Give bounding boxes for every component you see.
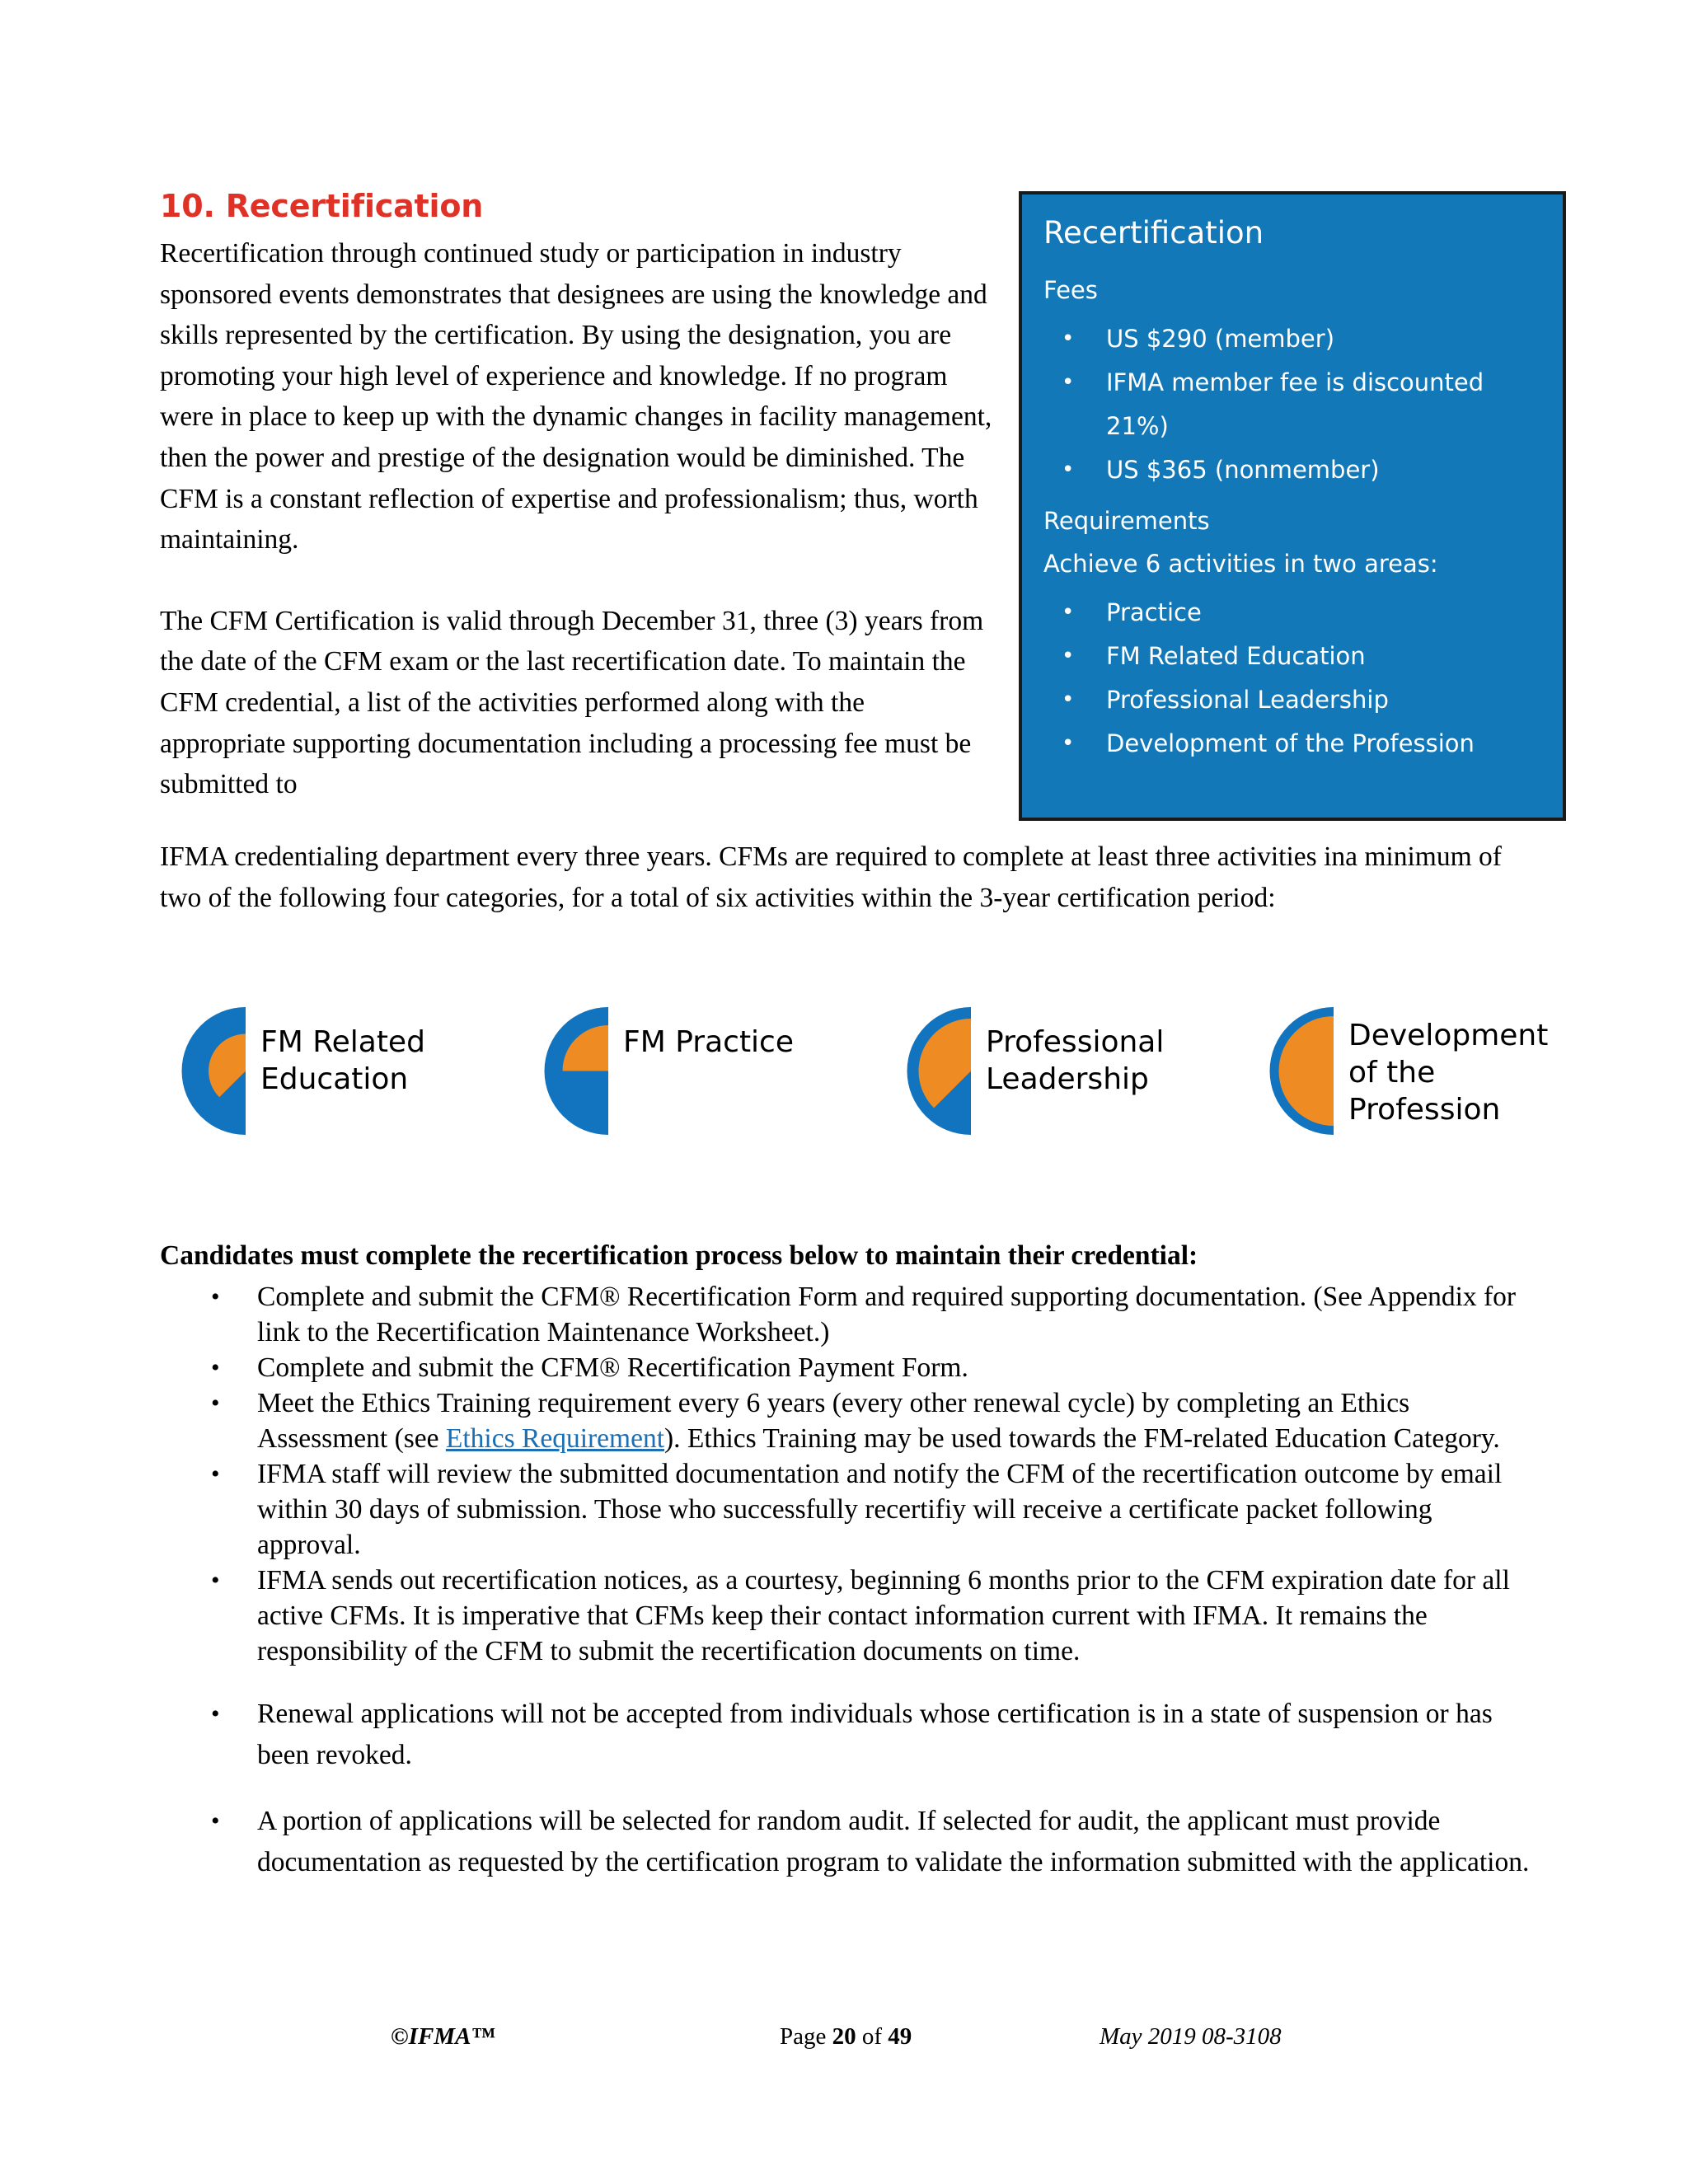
category-icon-row — [160, 1007, 1561, 1155]
callout-requirements-label: Requirements — [1043, 507, 1210, 535]
callout-requirement-text: Practice — [1106, 598, 1202, 626]
label-line: FM Related — [260, 1025, 425, 1059]
list-item — [160, 1694, 1536, 1776]
intro-paragraph-1: Recertification through continued study or participation in industry sponsored events demonstrates that designees are using the knowledge and skills represented by the certification. By using the designation, you are promoting your high level of experience and knowledge. If no program were in place to keep up with the dynamic changes in facility management, then the power and prestige of the designation would be diminished. The CFM is a constant reflection of expertise and professionalism; thus, worth maintaining. — [160, 238, 992, 555]
callout-title: Recertification — [1043, 215, 1264, 251]
bullet-glyph: • — [211, 1807, 220, 1835]
list-item — [1043, 635, 1545, 678]
intro-text-column — [160, 233, 992, 805]
bullet-glyph: • — [211, 1354, 220, 1381]
callout-requirements-lead: Achieve 6 activities in two areas: — [1043, 550, 1438, 578]
bullet-glyph: • — [211, 1460, 220, 1488]
label-line: FM Practice — [623, 1025, 794, 1059]
callout-fee-text: US $290 (member) — [1106, 325, 1335, 353]
category-icon-fm-related-education — [160, 1007, 425, 1135]
footer-date-code: May 2019 08-3108 — [1100, 2023, 1282, 2050]
callout-requirements-list — [1043, 591, 1545, 766]
category-icon-label — [246, 1007, 425, 1098]
recertification-callout-box — [1019, 191, 1566, 821]
pie-chart-icon — [885, 1007, 971, 1135]
label-line: Leadership — [986, 1062, 1149, 1096]
bullet-glyph: • — [1062, 644, 1075, 668]
ethics-requirement-link[interactable]: Ethics Requirement — [445, 1423, 665, 1454]
pie-chart-icon — [523, 1007, 608, 1135]
bullet-glyph: • — [1062, 457, 1075, 482]
process-item-text-after: ). Ethics Training may be used towards the FM-related Education Category. — [664, 1423, 1500, 1454]
page-footer — [160, 2023, 1528, 2064]
callout-requirement-text: Professional Leadership — [1106, 686, 1389, 714]
list-item — [1043, 678, 1545, 722]
page-title: 10. Recertification — [160, 188, 484, 224]
process-list — [160, 1279, 1536, 1883]
footer-page-current: 20 — [832, 2023, 856, 2050]
list-item — [160, 1350, 1536, 1385]
process-item-text: Renewal applications will not be accepted from individuals whose certification is in a state of suspension or has been revoked. — [257, 1699, 1493, 1770]
list-item — [160, 1563, 1536, 1669]
category-icon-professional-leadership — [885, 1007, 1164, 1135]
label-line: of the — [1348, 1056, 1436, 1090]
process-list-intro: Candidates must complete the recertification process below to maintain their credential: — [160, 1240, 1198, 1271]
list-item — [1043, 722, 1545, 766]
process-item-text: Complete and submit the CFM® Recertification Payment Form. — [257, 1352, 968, 1383]
footer-copyright: ©IFMA™ — [391, 2023, 495, 2050]
bullet-glyph: • — [1062, 731, 1075, 756]
continuation-paragraph: IFMA credentialing department every three years. CFMs are required to complete at least three activities ina minimum of two of the following four categories, for a total of six activities within the 3-year certification period: — [160, 841, 1502, 913]
bullet-glyph: • — [1062, 326, 1075, 351]
label-line: Development — [1348, 1019, 1549, 1052]
label-line: Education — [260, 1062, 409, 1096]
callout-fee-text: IFMA member fee is discounted 21%) — [1106, 368, 1484, 440]
bullet-glyph: • — [1062, 600, 1075, 625]
list-item — [160, 1456, 1536, 1563]
category-icon-label — [1334, 1007, 1548, 1128]
category-icon-fm-practice — [523, 1007, 794, 1135]
list-item — [160, 1385, 1536, 1456]
footer-page-total: 49 — [888, 2023, 912, 2050]
callout-fees-label: Fees — [1043, 276, 1098, 304]
list-item — [1043, 448, 1545, 492]
process-item-text: IFMA sends out recertification notices, as a courtesy, beginning 6 months prior to the CFM expiration date for all active CFMs. It is imperative that CFMs keep their contact information current with IFMA. It remains the responsibility of the CFM to submit the recertification documents on time. — [257, 1565, 1510, 1666]
bullet-glyph: • — [211, 1567, 220, 1594]
bullet-glyph: • — [1062, 370, 1075, 395]
callout-requirement-text: Development of the Profession — [1106, 729, 1475, 757]
list-item — [1043, 591, 1545, 635]
footer-page-prefix: Page — [780, 2023, 832, 2050]
bullet-glyph: • — [211, 1700, 220, 1727]
category-icon-development-of-the-profession — [1248, 1007, 1548, 1135]
label-line: Professional — [986, 1025, 1165, 1059]
intro-paragraph-2: The CFM Certification is valid through December 31, three (3) years from the date of the CFM exam or the last recertification date. To maintain the CFM credential, a list of the activities performed along with the appropriate supporting documentation including a processing fee must be submitted to — [160, 605, 984, 800]
process-item-text: Meet the Ethics Training requirement every 6 years (every other renewal cycle) by completing an Ethics Assessment (see — [257, 1388, 1410, 1454]
pie-chart-icon — [1248, 1007, 1334, 1135]
callout-fee-text: US $365 (nonmember) — [1106, 456, 1380, 484]
category-icon-label — [971, 1007, 1164, 1098]
callout-requirement-text: FM Related Education — [1106, 642, 1366, 670]
list-item — [1043, 317, 1545, 361]
bullet-glyph: • — [211, 1283, 220, 1310]
list-item — [1043, 361, 1545, 448]
callout-fees-list — [1043, 317, 1545, 492]
list-item — [160, 1801, 1536, 1883]
category-icon-label — [608, 1007, 794, 1061]
bullet-glyph: • — [1062, 687, 1075, 712]
footer-page-middle: of — [856, 2023, 889, 2050]
footer-page-number — [780, 2023, 912, 2050]
process-item-text: IFMA staff will review the submitted documentation and notify the CFM of the recertification outcome by email within 30 days of submission. Those who successfully recertifiy will receive a certificate packet following approval. — [257, 1459, 1503, 1560]
bullet-glyph: • — [211, 1390, 220, 1417]
process-item-text: A portion of applications will be selected for random audit. If selected for audit, the applicant must provide documentation as requested by the certification program to validate the information submitted with the application. — [257, 1806, 1530, 1877]
pie-chart-icon — [160, 1007, 246, 1135]
process-item-text: Complete and submit the CFM® Recertification Form and required supporting documentation. (See Appendix for link to the Recertification Maintenance Worksheet.) — [257, 1282, 1517, 1347]
continuation-text — [160, 837, 1528, 918]
label-line: Profession — [1348, 1093, 1501, 1127]
list-item — [160, 1279, 1536, 1350]
